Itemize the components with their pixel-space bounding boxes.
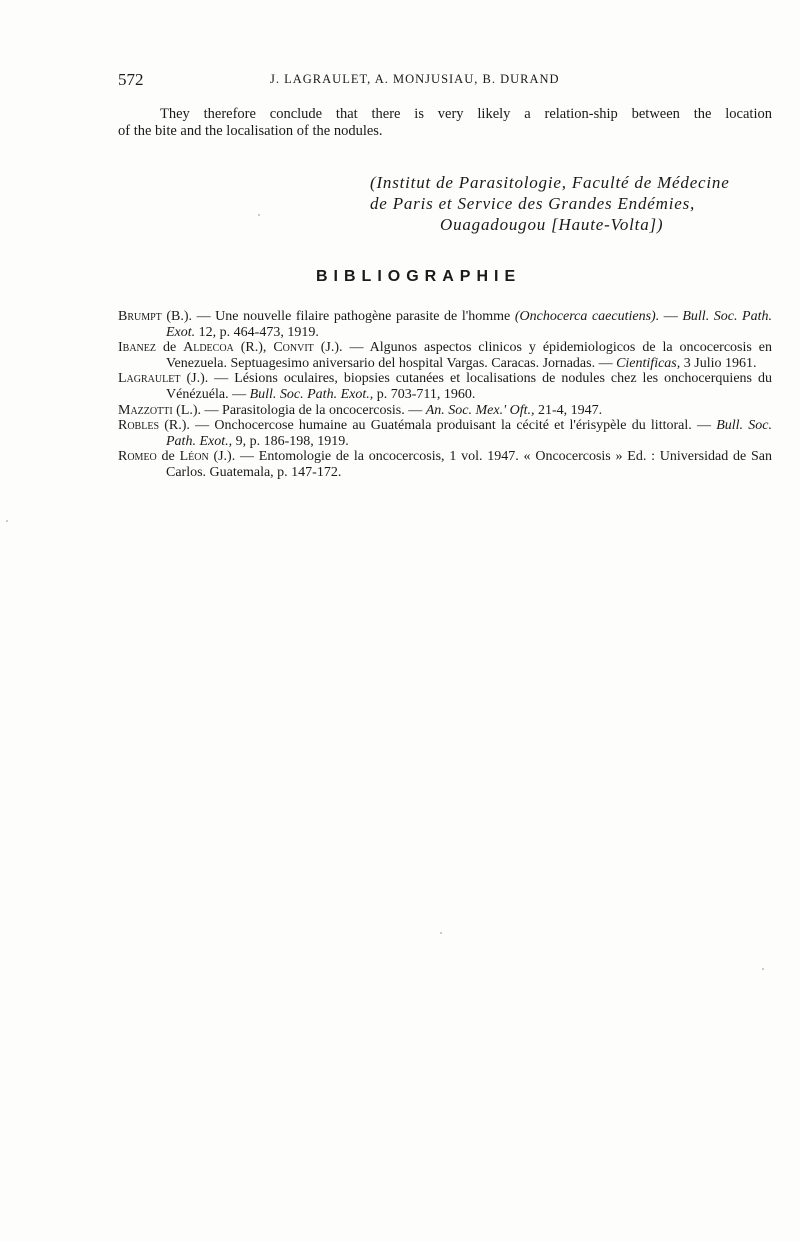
reference-text: 3 Julio 1961. [680, 355, 757, 371]
reference-text: 9, p. 186-198, 1919. [232, 433, 349, 449]
reference-journal: Bull. Soc. Path. Exot., [249, 386, 374, 402]
paragraph-line-1: They therefore conclude that there is very likely a relation-ship between the location [160, 106, 772, 122]
reference-entry [118, 340, 772, 371]
paragraph-line-2: of the bite and the localisation of the nodules. [118, 123, 383, 139]
reference-author: Romeo [118, 449, 157, 465]
reference-text: (J.). — Lésions oculaires, biopsies cutanées et localisations de nodules chez les onchocerquiens du Vénézuéla. — [166, 371, 772, 402]
affiliation-country: [Haute-Volta]) [551, 215, 664, 234]
reference-author: Robles [118, 418, 160, 434]
author-affiliation [370, 172, 772, 235]
reference-entry [118, 403, 772, 419]
reference-text: de [156, 340, 184, 356]
reference-author: Aldecoa [183, 340, 234, 356]
reference-text: de [156, 449, 180, 465]
reference-text: (R.). — Onchocercose humaine au Guatémala produisant la cécité et l'érisypèle du littoral. — [159, 418, 717, 434]
affiliation-line-3 [370, 214, 772, 235]
reference-author: Brumpt [118, 309, 162, 324]
reference-text: (J.). — Entomologie de la oncocercosis, 1 vol. 1947. « Oncocercosis » Ed. : Universidad de San Carlos. Guatemala, p. 147-172. [166, 449, 773, 480]
reference-text: (B.). — Une nouvelle filaire pathogène parasite de l'homme [161, 309, 515, 324]
reference-author: Ibanez [118, 340, 156, 356]
reference-text: (L.). — Parasitologia de la oncocercosis. — [172, 402, 426, 418]
reference-entry [118, 371, 772, 402]
affiliation-city: Ouagadougou [440, 215, 552, 234]
reference-journal: Bull. Soc. Path. Exot. [166, 309, 772, 340]
print-speck [440, 932, 442, 934]
reference-text: 21-4, 1947. [534, 402, 603, 418]
reference-entry [118, 309, 772, 340]
reference-species: (Onchocerca caecutiens). [514, 309, 660, 324]
bibliography-list [118, 309, 772, 481]
reference-entry [118, 418, 772, 449]
page-number: 572 [118, 70, 144, 89]
print-speck [258, 214, 260, 216]
affiliation-line-1: (Institut de Parasitologie, Faculté de Médecine [370, 173, 730, 192]
bibliography-heading: BIBLIOGRAPHIE [316, 268, 522, 285]
reference-journal: An. Soc. Mex.' Oft., [425, 402, 535, 418]
affiliation-line-2: de Paris et Service des Grandes Endémies, [370, 194, 696, 213]
reference-author: Convit [273, 340, 314, 356]
running-head-authors: J. LAGRAULET, A. MONJUSIAU, B. DURAND [270, 72, 560, 86]
reference-text: p. 703-711, 1960. [373, 386, 476, 402]
reference-author: Léon [179, 449, 209, 465]
reference-text: 12, p. 464-473, 1919. [195, 324, 319, 340]
print-speck [762, 968, 764, 970]
print-speck [6, 520, 8, 522]
reference-author: Mazzotti [118, 402, 173, 418]
reference-journal: Cientificas, [616, 355, 681, 371]
reference-text: (R.), [233, 340, 274, 356]
concluding-paragraph [118, 106, 772, 140]
reference-entry [118, 449, 772, 480]
reference-journal: Bull. Soc. Path. Exot., [166, 418, 772, 449]
reference-text: (J.). — Algunos aspectos clinicos y épidemiologicos de la oncocercosis en Venezuela. Septuagesimo aniversario del hospital Vargas. Caracas. Jornadas. — [166, 340, 772, 371]
reference-text: — [659, 309, 683, 324]
reference-author: Lagraulet [118, 371, 181, 387]
